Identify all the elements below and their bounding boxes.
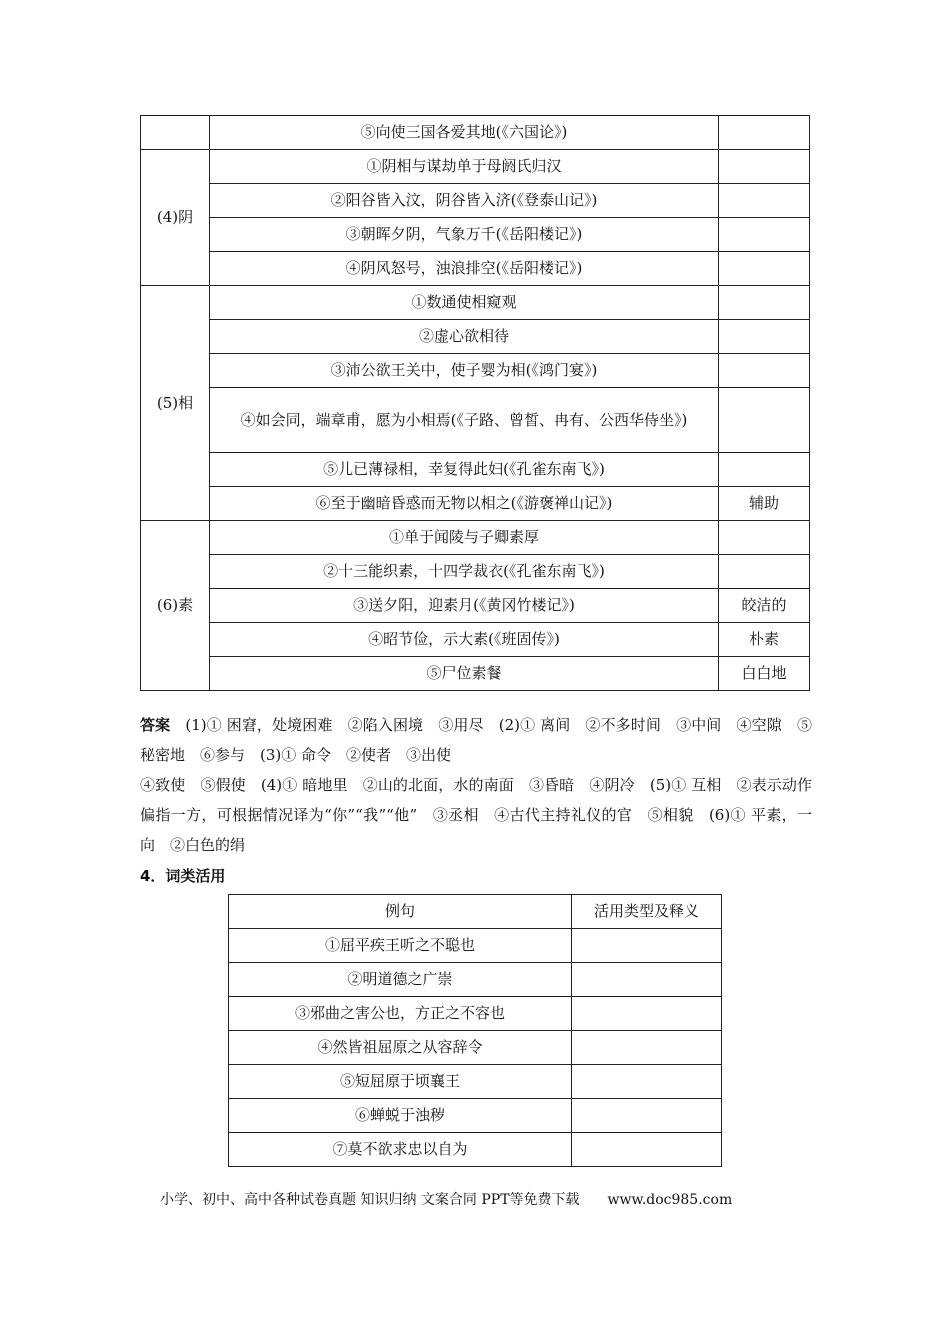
answer-block	[140, 710, 812, 860]
example-sentence: ②虚心欲相待	[210, 320, 719, 354]
example-sentence: ⑦莫不欲求忠以自为	[229, 1133, 572, 1167]
table-row	[229, 997, 722, 1031]
example-sentence: ①单于闻陵与子卿素厚	[210, 521, 719, 555]
example-sentence: ④阴风怒号，浊浪排空(《岳阳楼记》)	[210, 252, 719, 286]
table-row	[141, 623, 810, 657]
example-sentence: ③邪曲之害公也，方正之不容也	[229, 997, 572, 1031]
example-sentence: ⑥蝉蜕于浊秽	[229, 1099, 572, 1133]
meaning-cell: 皎洁的	[719, 589, 810, 623]
example-sentence: ①数通使相窥观	[210, 286, 719, 320]
meaning-cell: 朴素	[719, 623, 810, 657]
example-sentence: ④如会同，端章甫，愿为小相焉(《子路、曾皙、冉有、公西华侍坐》)	[210, 388, 719, 453]
table-row	[141, 320, 810, 354]
group-label-cell	[141, 116, 210, 150]
meaning-cell	[719, 116, 810, 150]
table-row	[229, 1031, 722, 1065]
table-row	[141, 555, 810, 589]
meaning-cell	[572, 1065, 722, 1099]
meaning-cell	[719, 354, 810, 388]
example-sentence: ①阴相与谋劫单于母阏氏归汉	[210, 150, 719, 184]
table-row	[229, 1133, 722, 1167]
section-title: 4．词类活用	[140, 867, 226, 885]
example-sentence: ④昭节俭，示大素(《班固传》)	[210, 623, 719, 657]
table-row	[229, 963, 722, 997]
meaning-cell	[719, 150, 810, 184]
example-sentence: ②阳谷皆入汶，阴谷皆入济(《登泰山记》)	[210, 184, 719, 218]
example-sentence: ③沛公欲王关中，使子婴为相(《鸿门宴》)	[210, 354, 719, 388]
example-sentence: ②十三能织素，十四学裁衣(《孔雀东南飞》)	[210, 555, 719, 589]
table-row	[141, 487, 810, 521]
table-row	[141, 388, 810, 453]
example-sentence: ③朝晖夕阴，气象万千(《岳阳楼记》)	[210, 218, 719, 252]
meaning-cell	[719, 184, 810, 218]
example-sentence: ③送夕阳，迎素月(《黄冈竹楼记》)	[210, 589, 719, 623]
meaning-cell	[572, 1031, 722, 1065]
header-example: 例句	[229, 895, 572, 929]
group-label-su: (6)素	[141, 521, 210, 691]
meaning-cell	[719, 555, 810, 589]
table-row	[229, 1065, 722, 1099]
word-class-usage-table	[228, 894, 722, 1167]
polysemy-table	[140, 115, 810, 691]
example-sentence: ⑤向使三国各爱其地(《六国论》)	[210, 116, 719, 150]
meaning-cell	[572, 1133, 722, 1167]
meaning-cell	[572, 963, 722, 997]
meaning-cell	[719, 286, 810, 320]
meaning-cell: 白白地	[719, 657, 810, 691]
table-row	[141, 252, 810, 286]
meaning-cell: 辅助	[719, 487, 810, 521]
table-row	[141, 150, 810, 184]
example-sentence: ④然皆祖屈原之从容辞令	[229, 1031, 572, 1065]
meaning-cell	[719, 521, 810, 555]
meaning-cell	[719, 252, 810, 286]
meaning-cell	[719, 388, 810, 453]
table-header-row	[229, 895, 722, 929]
meaning-cell	[719, 453, 810, 487]
page-footer: 小学、初中、高中各种试卷真题 知识归纳 文案合同 PPT等免费下载 www.doc985.com	[160, 1192, 733, 1208]
example-sentence: ②明道德之广崇	[229, 963, 572, 997]
table-row	[141, 521, 810, 555]
example-sentence: ⑤尸位素餐	[210, 657, 719, 691]
meaning-cell	[719, 218, 810, 252]
answer-paragraph-1	[140, 710, 812, 770]
table-row	[141, 116, 810, 150]
group-label-yin: (4)阴	[141, 150, 210, 286]
example-sentence: ①屈平疾王听之不聪也	[229, 929, 572, 963]
table-row	[141, 354, 810, 388]
meaning-cell	[719, 320, 810, 354]
header-usage-type: 活用类型及释义	[572, 895, 722, 929]
table-row	[229, 929, 722, 963]
answer-paragraph-2: ④致使 ⑤假使 (4)① 暗地里 ②山的北面，水的南面 ③昏暗 ④阴冷 (5)① 互相 ②表示动作偏指一方，可根据情况译为“你”“我”“他” ③丞相 ④古代主持礼仪的官 ⑤相貌 (6)① 平素，一向 ②白色的绢	[140, 776, 812, 854]
example-sentence: ⑤短屈原于顷襄王	[229, 1065, 572, 1099]
table-row	[141, 184, 810, 218]
example-sentence: ⑤儿已薄禄相，幸复得此妇(《孔雀东南飞》)	[210, 453, 719, 487]
answer-text: (1)① 困窘，处境困难 ②陷入困境 ③用尽 (2)① 离间 ②不多时间 ③中间 ④空隙 ⑤秘密地 ⑥参与 (3)① 命令 ②使者 ③出使	[140, 716, 812, 764]
table-row	[141, 657, 810, 691]
example-sentence: ⑥至于幽暗昏惑而无物以相之(《游褒禅山记》)	[210, 487, 719, 521]
meaning-cell	[572, 1099, 722, 1133]
table-row	[141, 589, 810, 623]
group-label-xiang: (5)相	[141, 286, 210, 521]
meaning-cell	[572, 929, 722, 963]
table-row	[141, 218, 810, 252]
table-row	[229, 1099, 722, 1133]
table-row	[141, 453, 810, 487]
answer-label: 答案	[140, 716, 171, 734]
table-row	[141, 286, 810, 320]
meaning-cell	[572, 997, 722, 1031]
